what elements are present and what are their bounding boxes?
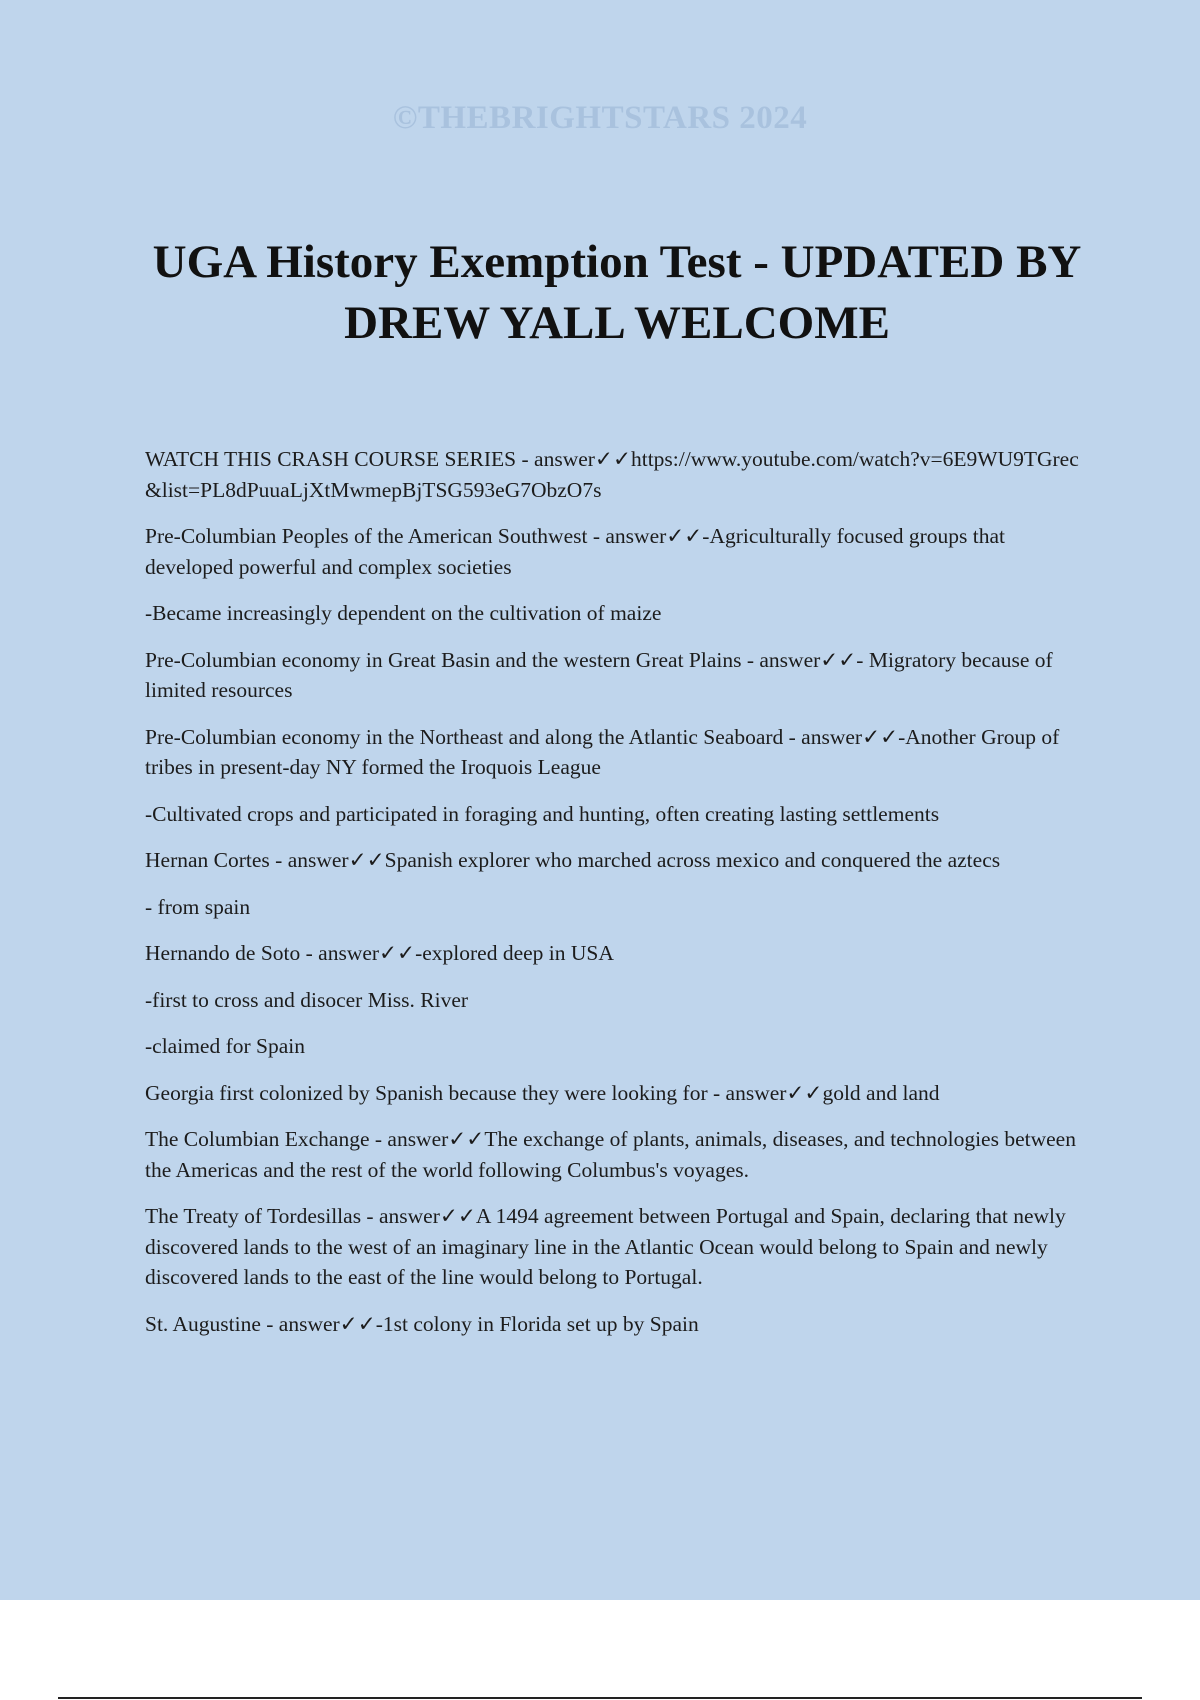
entry-cultivated-crops: -Cultivated crops and participated in foraging and hunting, often creating lasting settlements [145,801,940,826]
study-entries [145,444,1095,1355]
entry-northeast: Pre-Columbian economy in the Northeast and along the Atlantic Seaboard - answer✓✓-Another Group of tribes in present-day NY formed the Iroquois League [145,724,1060,779]
copyright-watermark: ©THEBRIGHTSTARS 2024 [392,100,808,136]
entry-crash-course [145,444,1095,505]
entry-great-basin: Pre-Columbian economy in Great Basin and the western Great Plains - answer✓✓- Migratory because of limited resources [145,647,1053,702]
entry-southwest-peoples: Pre-Columbian Peoples of the American Southwest - answer✓✓-Agriculturally focused groups that developed powerful and complex societies [145,524,1006,579]
entry-hernando-de-soto: Hernando de Soto - answer✓✓-explored deep in USA [145,941,614,965]
entry-claimed-spain: -claimed for Spain [145,1034,306,1058]
entry-tordesillas: The Treaty of Tordesillas - answer✓✓A 1494 agreement between Portugal and Spain, declaring that newly discovered lands to the west of an imaginary line in the Atlantic Ocean would belong to Spain and newly discovered lands to the east of the line would belong to Portugal. [145,1204,1066,1289]
entry-miss-river: -first to cross and disocer Miss. River [145,987,469,1012]
entry-text: WATCH THIS CRASH COURSE SERIES - answer✓✓https://www.youtube.com/watch?v=6E9WU9TGrec&list=PL8dPuuaLjXtMwmepBjTSG593eG7ObzO7s [145,447,1079,502]
entry-columbian-exchange: The Columbian Exchange - answer✓✓The exchange of plants, animals, diseases, and technologies between the Americas and the rest of the world following Columbus's voyages. [145,1127,1076,1182]
footer-divider [58,1697,1142,1699]
entry-from-spain: - from spain [145,894,251,919]
entry-st-augustine: St. Augustine - answer✓✓-1st colony in Florida set up by Spain [145,1311,699,1336]
entry-hernan-cortes: Hernan Cortes - answer✓✓Spanish explorer who marched across mexico and conquered the aztecs [145,848,1001,872]
entry-maize: -Became increasingly dependent on the cultivation of maize [145,601,662,625]
entry-georgia: Georgia first colonized by Spanish because they were looking for - answer✓✓gold and land [145,1080,940,1105]
document-title: UGA History Exemption Test - UPDATED BY DREW YALL WELCOME [152,236,1082,349]
